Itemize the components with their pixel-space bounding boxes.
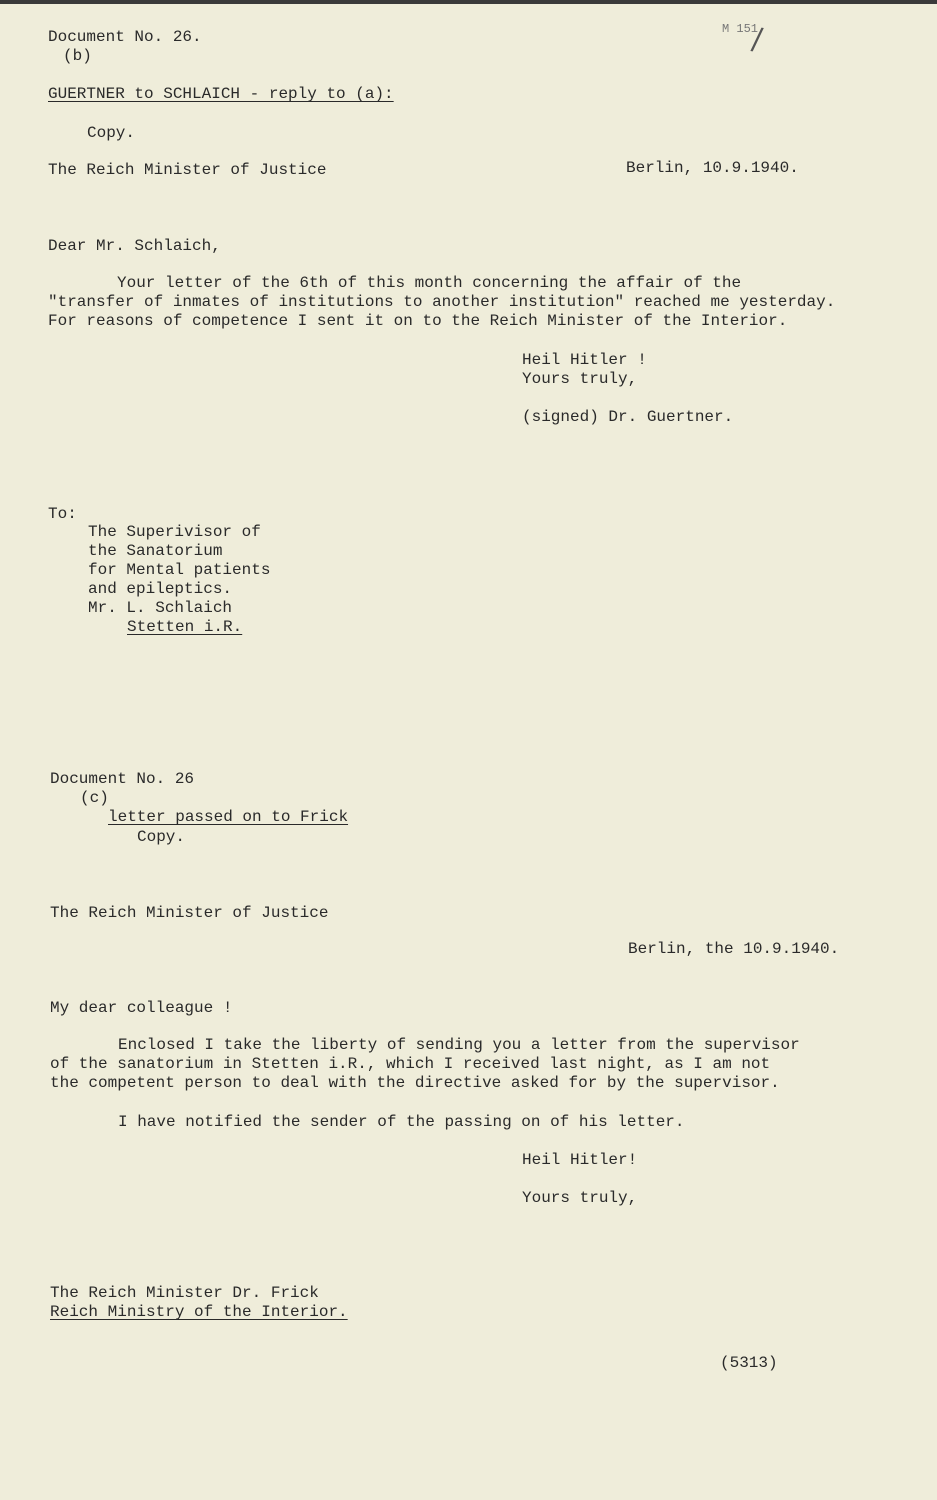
copy-label-b: Copy. — [87, 124, 136, 142]
doc-sub-c: (c) — [80, 789, 109, 807]
archive-reference: M 151 — [722, 22, 759, 36]
body-line: For reasons of competence I sent it on to the Reich Minister of the Interior. — [48, 312, 788, 330]
doc-sub-b: (b) — [63, 47, 92, 65]
body-line: Your letter of the 6th of this month concerning the affair of the — [117, 274, 742, 292]
date-c: Berlin, the 10.9.1940. — [628, 940, 840, 958]
body-line: the competent person to deal with the directive asked for by the supervisor. — [50, 1074, 780, 1092]
recipient-line: Reich Ministry of the Interior. — [50, 1303, 348, 1321]
doc-number-c: Document No. 26 — [50, 770, 195, 788]
recipient-line: The Reich Minister Dr. Frick — [50, 1284, 319, 1302]
signature-line: (signed) Dr. Guertner. — [522, 408, 734, 426]
closing-line: Heil Hitler ! — [522, 351, 647, 369]
handwritten-mark: / — [749, 21, 765, 58]
address-line: The Superivisor of — [88, 523, 261, 541]
heading-b: GUERTNER to SCHLAICH - reply to (a): — [48, 85, 394, 103]
address-line: Stetten i.R. — [127, 618, 243, 636]
date-b: Berlin, 10.9.1940. — [626, 159, 799, 177]
doc-number-b: Document No. 26. — [48, 28, 202, 46]
sender-b: The Reich Minister of Justice — [48, 161, 327, 179]
salutation-b: Dear Mr. Schlaich, — [48, 237, 221, 255]
closing-line: Yours truly, — [522, 370, 638, 388]
closing-line: Yours truly, — [522, 1189, 638, 1207]
salutation-c: My dear colleague ! — [50, 999, 233, 1017]
body-line: I have notified the sender of the passing on of his letter. — [118, 1113, 685, 1131]
address-line: for Mental patients — [88, 561, 271, 579]
address-line: and epileptics. — [88, 580, 233, 598]
address-line: Mr. L. Schlaich — [88, 599, 233, 617]
body-line: of the sanatorium in Stetten i.R., which I received last night, as I am not — [50, 1055, 771, 1073]
heading-c: letter passed on to Frick — [108, 808, 349, 826]
address-line: the Sanatorium — [88, 542, 223, 560]
body-line: "transfer of inmates of institutions to another institution" reached me yesterday. — [48, 293, 836, 311]
scan-edge — [0, 0, 937, 4]
copy-label-c: Copy. — [137, 828, 186, 846]
sender-c: The Reich Minister of Justice — [50, 904, 329, 922]
body-line: Enclosed I take the liberty of sending you a letter from the supervisor — [118, 1036, 800, 1054]
closing-line: Heil Hitler! — [522, 1151, 638, 1169]
to-label: To: — [48, 505, 77, 523]
page-code: (5313) — [720, 1354, 778, 1372]
